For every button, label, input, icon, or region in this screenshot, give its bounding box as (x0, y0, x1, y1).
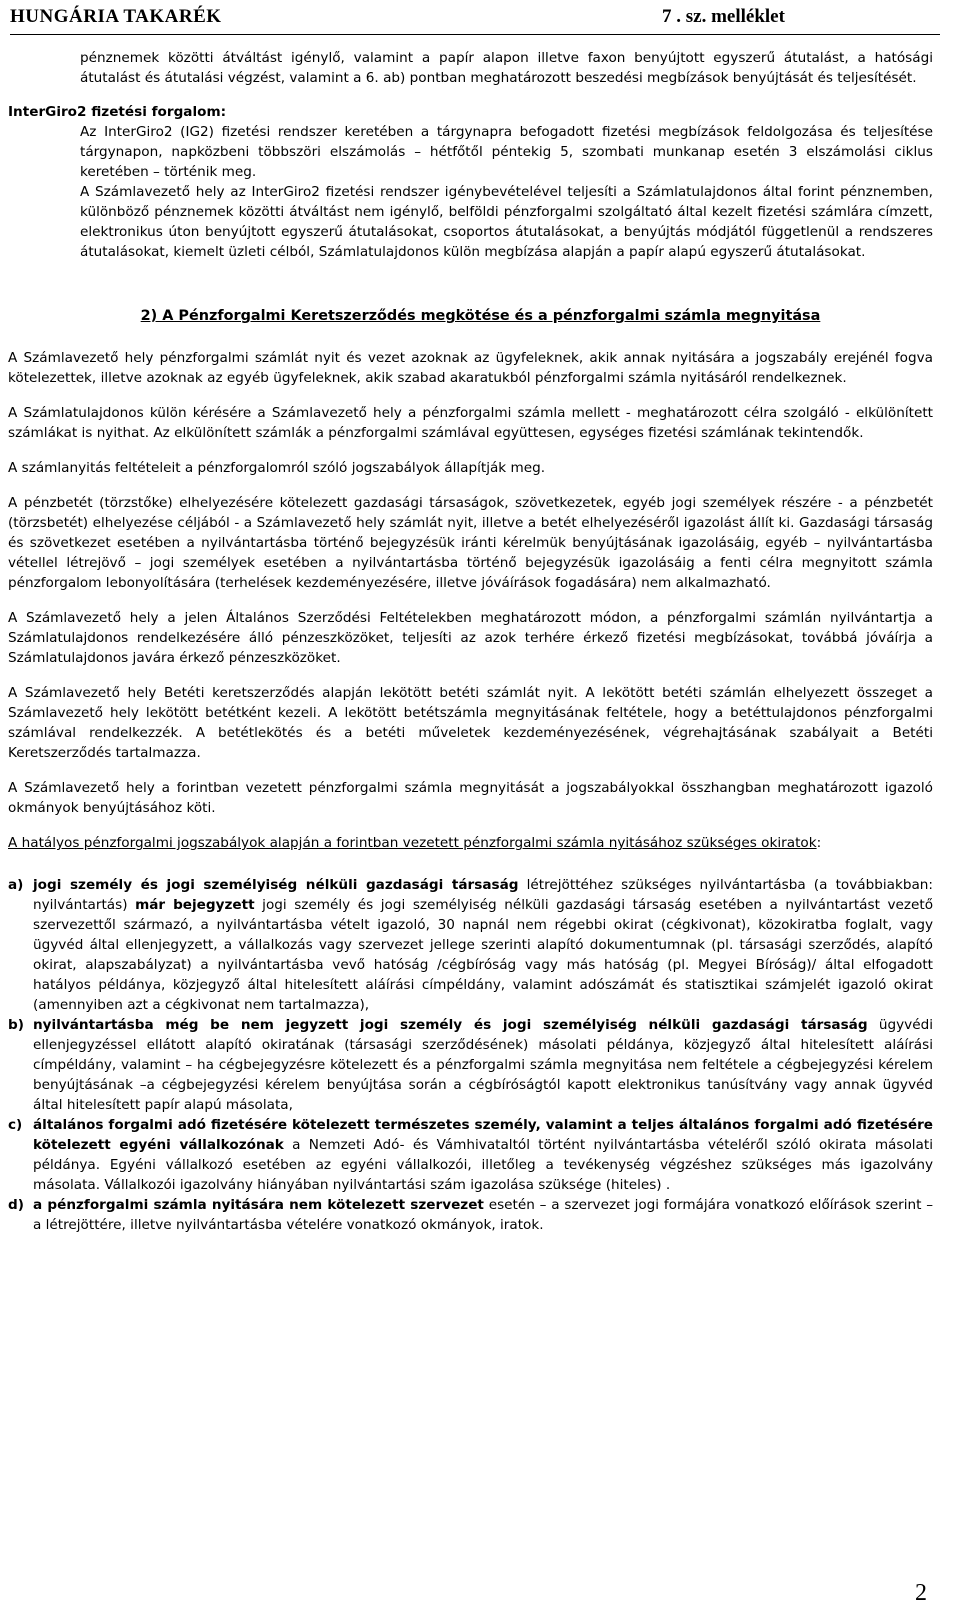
list-item-bold: nyilvántartásba még be nem jegyzett jogi személy és jogi személyiség nélküli gazdasági társaság (33, 1017, 868, 1033)
documents-heading-text: A hatályos pénzforgalmi jogszabályok alapján a forintban vezetett pénzforgalmi számla nyitásához szükséges okiratok (8, 835, 817, 851)
section-paragraph-2: A Számlatulajdonos külön kérésére a Számlavezető hely a pénzforgalmi számla mellett - meghatározott célra szolgáló - elkülönített számlákat is nyithat. Az elkülönített számlák a pénzforgalmi számlával együttesen, egységes fizetési számlának tekintendők. (8, 405, 933, 441)
section-paragraph-1: A Számlavezető hely pénzforgalmi számlát nyit és vezet azoknak az ügyfeleknek, akik annak nyitására a jogszabály erejénél fogva kötelezettek, illetve azoknak az egyéb ügyfeleknek, akik szabad akaratukból pénzforgalmi számla nyitásáról rendelkeznek. (8, 350, 933, 386)
page-number: 2 (915, 1580, 927, 1606)
list-item-bold: jogi személy és jogi személyiség nélküli gazdasági társaság (33, 877, 519, 893)
intergiro-paragraph-2: A Számlavezető hely az InterGiro2 fizetési rendszer igénybevételével teljesíti a Számlatulajdonos által forint pénznemben, különböző pénznemek közötti átváltást nem igénylő, belföldi pénzforgalmi szolgáltató által kezelt fizetési számlára címzett, elektronikus úton benyújtott egyszerű átutalásokat, csoportos átutalásokat, a benyújtás módjától függetlenül a rendszeres átutalásokat, kiemelt üzleti célból, Számlatulajdonos külön megbízása alapján a papír alapú egyszerű átutalásokat. (80, 184, 933, 260)
list-item (8, 875, 933, 1015)
list-item-text-2: jogi személy és jogi személyiség nélküli gazdasági társaság esetében a nyilvántartást vezető szervezettől származó, a nyilvántartásba vételt igazoló, 30 napnál nem régebbi okirat (cégkivonat), közokiratba foglalt, vagy ügyvéd által ellenjegyzett, a vállalkozás vagy szervezet jellege szerinti alapító dokumentumnak (pl. társasági szerződés, alapító okirat, alapszabályzat) a nyilvántartásba vevő hatóság /cégbíróság vagy más hatóság (pl. Megyei Bíróság)/ által elfogadott hatályos példánya, közjegyző által hitelesített aláírási címpéldány, valamint adószámát és statisztikai számjelét igazoló okirat (amennyiben azt a cégkivonat nem tartalmazza), (33, 897, 934, 1013)
intergiro-paragraph-1: Az InterGiro2 (IG2) fizetési rendszer keretében a tárgynapra befogadott fizetési megbízások feldolgozása és teljesítése tárgynapon, napközbeni többszöri elszámolás – hétfőtől péntekig 5, szombati munkanap esetén 3 elszámolási ciklus keretében – történik meg. (80, 124, 933, 180)
list-item-text: esetén – a szervezet jogi formájára vonatkozó előírások szerint – a létrejöttére, illetve nyilvántartásba vételére vonatkozó okmányok, iratok. (33, 1197, 934, 1233)
intergiro-block (8, 122, 933, 262)
section-paragraph-6: A Számlavezető hely Betéti keretszerződés alapján lekötött betéti számlát nyit. A lekötött betéti számlán elhelyezett összeget a Számlavezető hely lekötött betétként kezeli. A lekötött betétszámla megnyitásának feltétele, hogy a betéttulajdonos pénzforgalmi számlával rendelkezzék. A betétlekötés és a betéti műveletek kezdeményezésének, végrehajtásának szabályait a Betéti Keretszerződés tartalmazza. (8, 685, 933, 761)
document-body (8, 48, 933, 1235)
list-item-text: ügyvédi ellenjegyzéssel ellátott alapító okiratának (társasági szerződésének) másolati példánya, közjegyző által hitelesített aláírási címpéldány, valamint – ha cégbejegyzésre kötelezett és a pénzforgalmi számla megnyitása nem feltétele a cégbejegyzési kérelem benyújtásának –a cégbejegyzési kérelem benyújtása során a cégbíróságtól kapott elektronikus tanúsítvány vagy annak ügyvéd által hitelesített papír alapú másolata, (33, 1017, 933, 1113)
section-paragraph-5: A Számlavezető hely a jelen Általános Szerződési Feltételekben meghatározott módon, a pénzforgalmi számlán nyilvántartja a Számlatulajdonos rendelkezésére álló pénzeszközöket, teljesíti az azok terhére érkező fizetési megbízásokat, továbbá jóváírja a Számlatulajdonos javára érkező pénzeszközöket. (8, 610, 933, 666)
list-item-bold: a pénzforgalmi számla nyitására nem kötelezett szervezet (33, 1197, 484, 1213)
list-item (8, 1115, 933, 1195)
list-item-text: létrejöttéhez szükséges nyilvántartásba (a továbbiakban: nyilvántartás) (33, 877, 933, 913)
list-item (8, 1195, 933, 1235)
list-marker: b) (8, 1017, 24, 1033)
section-title: 2) A Pénzforgalmi Keretszerződés megkötése és a pénzforgalmi számla megnyitása (140, 308, 821, 324)
page-header (10, 4, 940, 35)
list-marker: a) (8, 877, 24, 893)
annex-label: 7 . sz. melléklet (662, 6, 785, 27)
documents-heading (8, 833, 933, 853)
section-paragraph-7: A Számlavezető hely a forintban vezetett pénzforgalmi számla megnyitását a jogszabályokkal összhangban meghatározott igazoló okmányok benyújtásához köti. (8, 780, 933, 816)
list-item (8, 1015, 933, 1115)
list-item-bold-2: már bejegyzett (135, 897, 255, 913)
documents-heading-colon: : (816, 835, 822, 851)
list-marker: d) (8, 1197, 24, 1213)
section-paragraph-3: A számlanyitás feltételeit a pénzforgalomról szóló jogszabályok állapítják meg. (8, 460, 546, 476)
list-item-text: a Nemzeti Adó- és Vámhivataltól történt nyilvántartásba vételéről szóló okirata másolati példánya. Egyéni vállalkozó esetében az egyéni vállalkozói, illetőleg a tevékenység végzéshez szükséges más igazolvány másolata. Vállalkozói igazolvány hiányában nyilvántartási szám igazolása szüksége (hiteles) . (33, 1137, 933, 1193)
intro-continuation: pénznemek közötti átváltást igénylő, valamint a papír alapon illetve faxon benyújtott egyszerű átutalást, a hatósági átutalást és átutalási végzést, valamint a 6. ab) pontban meghatározott beszedési megbízások benyújtását és teljesítését. (80, 50, 933, 86)
list-marker: c) (8, 1117, 23, 1133)
bank-name: HUNGÁRIA TAKARÉK (10, 6, 222, 27)
list-item-bold: általános forgalmi adó fizetésére kötelezett természetes személy, valamint a teljes általános forgalmi adó fizetésére kötelezett egyéni vállalkozónak (33, 1117, 933, 1153)
intergiro-heading: InterGiro2 fizetési forgalom: (8, 104, 227, 120)
section-paragraph-4: A pénzbetét (törzstőke) elhelyezésére kötelezett gazdasági társaságok, szövetkezetek, egyéb jogi személyek részére - a pénzbetét (törzsbetét) elhelyezése céljából - a Számlavezető hely számlát nyit, illetve a betét elhelyezéséről igazolást állít ki. Gazdasági társaság és szövetkezet esetében a nyilvántartásba történő bejegyzésük iránti kérelmük benyújtásának igazolásáig, egyéb – nyilvántartásba vétellel létrejövő – jogi személyek esetében a nyilvántartásba történő bejegyzésük igazolásáig a fenti célra megnyitott számla pénzforgalom lebonyolítására (terhelések kezdeményezésére, illetve jóváírások fogadására) nem alkalmazható. (8, 495, 933, 591)
required-documents-list (8, 875, 933, 1235)
